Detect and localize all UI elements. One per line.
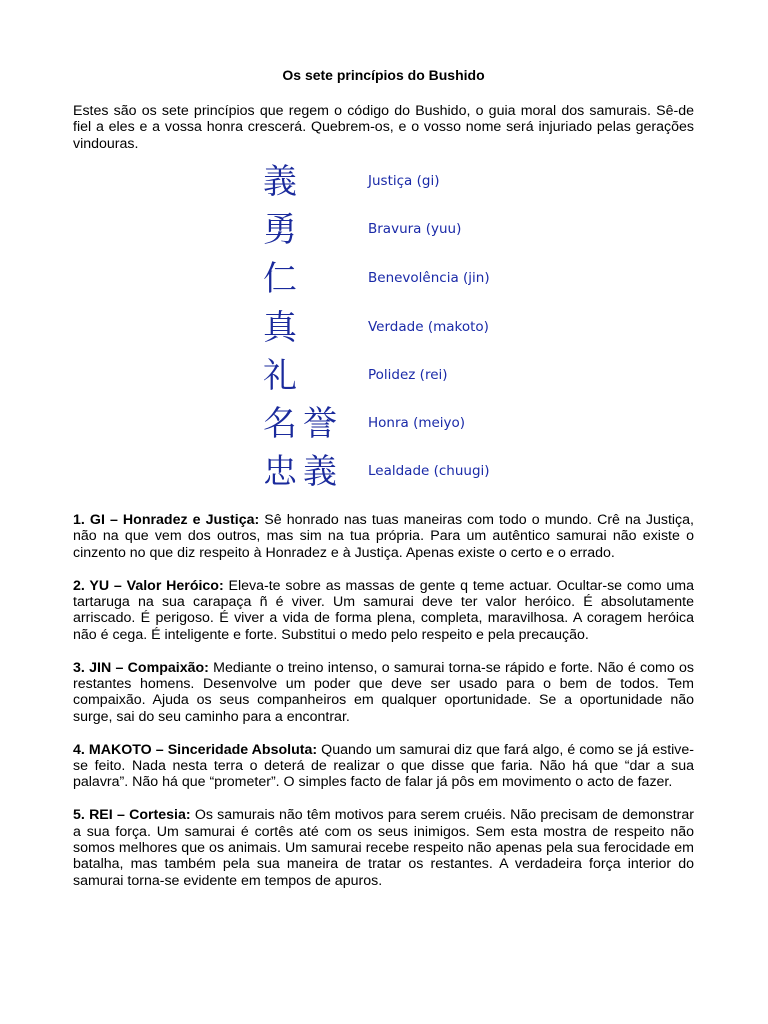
principle-text: Quando um samurai diz que fará algo, é como se já estive-se feito. Nada nesta terra o deterá de realizar o que disse que faria. Não há que “dar a sua palavra”. Não há que “prometer”. O simples facto de falar já pôs em movimento o acto de fazer. <box>73 741 694 791</box>
kanji-makoto: 真 <box>263 308 303 348</box>
kanji-yuu: 勇 <box>263 210 303 250</box>
kanji-meiyo: 名誉 <box>263 404 343 444</box>
kanji-label-chuugi: Lealdade (chuugi) <box>368 463 490 479</box>
kanji-row-meiyo <box>263 404 563 452</box>
principles-list <box>73 512 694 906</box>
document-title: Os sete princípios do Bushido <box>282 67 485 83</box>
kanji-row-chuugi <box>263 452 563 500</box>
principle-rei <box>73 807 694 889</box>
kanji-label-meiyo: Honra (meiyo) <box>368 415 466 431</box>
principle-jin <box>73 660 694 726</box>
kanji-row-yuu <box>263 210 563 258</box>
principle-gi <box>73 512 694 561</box>
principle-heading: 1. GI – Honradez e Justiça: <box>73 512 260 528</box>
kanji-row-makoto <box>263 308 563 356</box>
kanji-chuugi: 忠義 <box>263 452 343 492</box>
principle-text: Sê honrado nas tuas maneiras com todo o mundo. Crê na Justiça, não na que vem dos outros, mas sim na tua própria. Para um autêntico samurai não existe o cinzento no que diz respeito à Honradez e à Justiça. Apenas existe o certo e o errado. <box>73 512 694 561</box>
intro-paragraph: Estes são os sete princípios que regem o código do Bushido, o guia moral dos samurais. Sê-de fiel a eles e a vossa honra crescerá. Quebrem-os, e o vosso nome será injuriado pelas gerações vindouras. <box>73 103 694 152</box>
principle-text: Eleva-te sobre as massas de gente q teme actuar. Ocultar-se como uma tartaruga na sua carapaça ñ é viver. Um samurai deve ter valor heróico. É absolutamente arriscado. É perigoso. É viver a vida de forma plena, completa, maravilhosa. A coragem heróica não é cega. É inteligente e forte. Substitui o medo pelo respeito e pela precaução. <box>73 577 694 643</box>
principle-text: Os samurais não têm motivos para serem cruéis. Não precisam de demonstrar a sua força. Um samurai é cortês até com os seus inimigos. Sem esta mostra de respeito não somos melhores que os animais. Um samurai recebe respeito não apenas pela sua ferocidade em batalha, mas também pela sua maneira de tratar os restantes. A verdadeira força interior do samurai torna-se evidente em tempos de apuros. <box>73 807 694 889</box>
principle-text: Mediante o treino intenso, o samurai torna-se rápido e forte. Não é como os restantes homens. Desenvolve um poder que deve ser usado para o bem de todos. Tem compaixão. Ajuda os seus companheiros em qualquer oportunidade. Se a oportunidade não surge, sai do seu caminho para a encontrar. <box>73 659 694 725</box>
principle-yu <box>73 578 694 644</box>
kanji-gi: 義 <box>263 162 303 202</box>
kanji-label-yuu: Bravura (yuu) <box>368 221 462 237</box>
kanji-label-jin: Benevolência (jin) <box>368 270 490 286</box>
principle-heading: 4. MAKOTO – Sinceridade Absoluta: <box>73 741 318 758</box>
kanji-row-jin <box>263 259 563 307</box>
principle-heading: 2. YU – Valor Heróico: <box>73 577 224 594</box>
kanji-row-rei <box>263 356 563 404</box>
principle-heading: 5. REI – Cortesia: <box>73 807 191 824</box>
principle-makoto <box>73 742 694 791</box>
kanji-rei: 礼 <box>263 356 303 396</box>
kanji-jin: 仁 <box>263 259 303 299</box>
kanji-label-makoto: Verdade (makoto) <box>368 319 489 335</box>
kanji-label-gi: Justiça (gi) <box>368 173 440 189</box>
kanji-label-rei: Polidez (rei) <box>368 367 448 383</box>
kanji-row-gi <box>263 162 563 210</box>
principle-heading: 3. JIN – Compaixão: <box>73 659 209 676</box>
